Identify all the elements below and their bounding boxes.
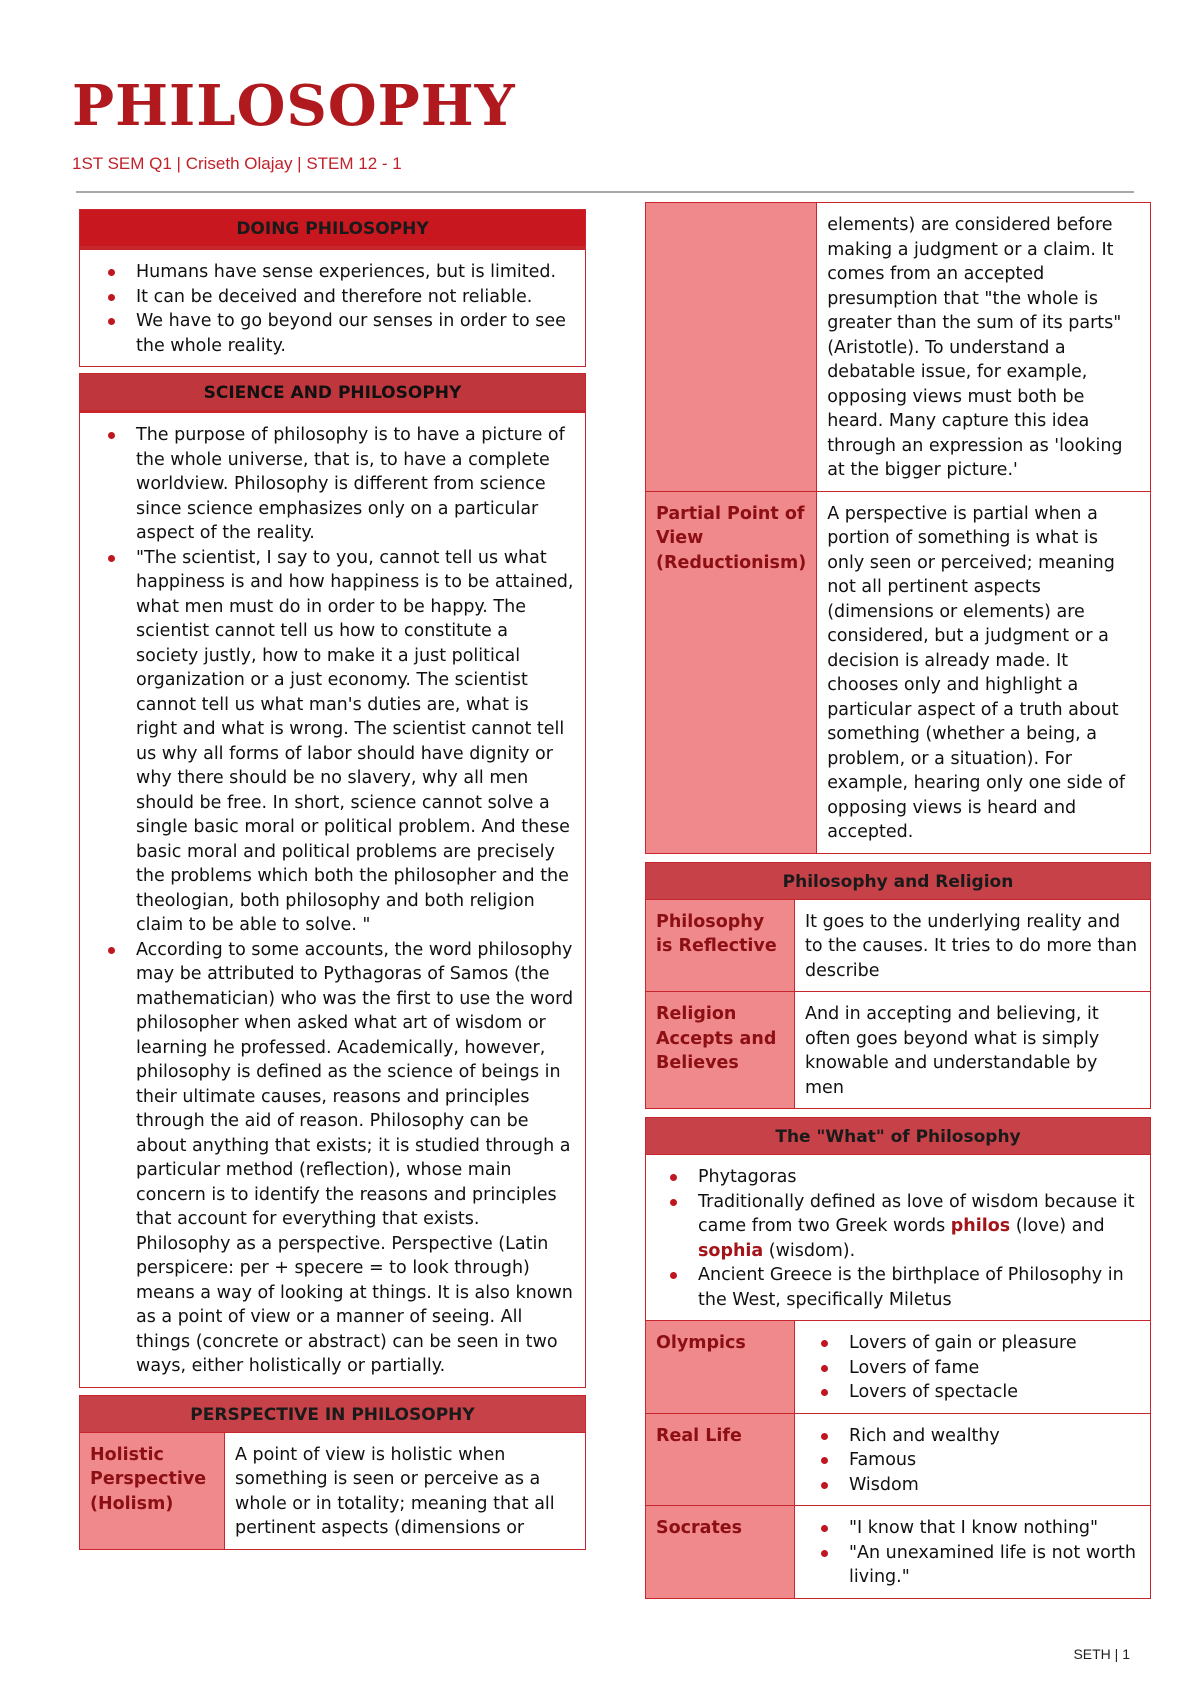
believes-label: Religion Accepts and Believes xyxy=(646,992,795,1109)
perspective-section xyxy=(79,1395,586,1550)
list-item: Ancient Greece is the birthplace of Philosophy in the West, specifically Miletus xyxy=(698,1263,1140,1312)
list-item: "An unexamined life is not worth living." xyxy=(849,1541,1140,1590)
socrates-cell xyxy=(795,1506,1151,1598)
list-item: Lovers of fame xyxy=(849,1356,1140,1381)
reflective-label: Philosophy is Reflective xyxy=(646,899,795,992)
list-item: Lovers of spectacle xyxy=(849,1380,1140,1405)
believes-text: And in accepting and believing, it often goes beyond what is simply knowable and understandable by men xyxy=(795,992,1151,1109)
science-philosophy-box xyxy=(80,410,585,1387)
real-life-label: Real Life xyxy=(646,1413,795,1506)
holistic-continued-text: elements) are considered before making a judgment or a claim. It comes from an accepted presumption that "the whole is greater than the sum of its parts" (Aristotle). To understand a debatable issue, for example, opposing views must both be heard. Many capture this idea through an expression as 'looking at the bigger picture.' xyxy=(817,203,1150,491)
doing-philosophy-list xyxy=(92,260,575,358)
table-row xyxy=(646,992,1150,1109)
real-life-list xyxy=(805,1424,1140,1498)
right-column xyxy=(645,202,1151,1607)
olympics-label: Olympics xyxy=(646,1321,795,1414)
what-list xyxy=(654,1165,1140,1312)
list-item: "The scientist, I say to you, cannot tell us what happiness is and how happiness is to be attained, what men must do in order to be happy. The scientist cannot tell us how to constitute a society justly, how to make it a just political organization or a just economy. The scientist cannot tell us what man's duties are, what is right and what is wrong. The scientist cannot tell us why all forms of labor should have dignity or why there should be no slavery, why all men should be free. In short, science cannot solve a single basic moral or political problem. And these basic moral and political problems are precisely the problems which both the philosopher and the theologian, both philosophy and both religion claim to be able to solve. " xyxy=(136,546,575,938)
socrates-label: Socrates xyxy=(646,1506,795,1598)
list-item: "I know that I know nothing" xyxy=(849,1516,1140,1541)
holistic-text: A point of view is holistic when something is seen or perceive as a whole or in totality; meaning that all pertinent aspects (dimensions or xyxy=(225,1432,586,1549)
table-row xyxy=(646,1413,1150,1506)
definition-text: (love) and xyxy=(1010,1216,1105,1236)
holistic-continued-label xyxy=(646,203,817,491)
partial-label: Partial Point of View (Reductionism) xyxy=(646,491,817,853)
list-item: Humans have sense experiences, but is limited. xyxy=(136,260,575,285)
list-item: Phytagoras xyxy=(698,1165,1140,1190)
left-column xyxy=(79,209,586,1558)
list-item: According to some accounts, the word philosophy may be attributed to Pythagoras of Samos (the mathematician) who was the first to use the word philosopher when asked what art of wisdom or learning he professed. Academically, however, philosophy is defined as the science of beings in their ultimate causes, reasons and principles through the aid of reason. Philosophy can be about anything that exists; it is studied through a particular method (reflection), whose main concern is to identify the reasons and principles that account for everything that exists. Philosophy as a perspective. Perspective (Latin perspicere: per + specere = to look through) means a way of looking at things. It is also known as a point of view or a manner of seeing. All things (concrete or abstract) can be seen in two ways, either holistically or partially. xyxy=(136,938,575,1379)
table-row xyxy=(646,1321,1150,1414)
greek-word-sophia: sophia xyxy=(698,1240,764,1261)
religion-table xyxy=(646,899,1150,1109)
page-footer: SETH | 1 xyxy=(1073,1646,1130,1662)
what-table xyxy=(646,1320,1150,1598)
real-life-cell xyxy=(795,1413,1151,1506)
what-of-philosophy-section xyxy=(645,1117,1151,1599)
list-item xyxy=(698,1190,1140,1264)
page-subtitle: 1ST SEM Q1 | Criseth Olajay | STEM 12 - 1 xyxy=(72,154,402,173)
list-item: It can be deceived and therefore not reliable. xyxy=(136,285,575,310)
what-heading: The "What" of Philosophy xyxy=(646,1118,1150,1154)
religion-heading: Philosophy and Religion xyxy=(646,863,1150,899)
doing-philosophy-box xyxy=(80,246,585,366)
partial-text: A perspective is partial when a portion of something is what is only seen or perceived; meaning not all pertinent aspects (dimensions or elements) are considered, but a judgment or a decision is already made. It chooses only and highlight a particular aspect of a truth about something (whether a being, a problem, or a situation). For example, hearing only one side of opposing views is heard and accepted. xyxy=(817,491,1150,853)
table-row xyxy=(646,491,1150,853)
olympics-list xyxy=(805,1331,1140,1405)
olympics-cell xyxy=(795,1321,1151,1414)
reflective-text: It goes to the underlying reality and to the causes. It tries to do more than describe xyxy=(795,899,1151,992)
table-row xyxy=(646,899,1150,992)
table-row xyxy=(80,1432,585,1549)
holistic-label: Holistic Perspective (Holism) xyxy=(80,1432,225,1549)
socrates-list xyxy=(805,1516,1140,1590)
science-philosophy-heading: SCIENCE AND PHILOSOPHY xyxy=(80,374,585,410)
list-item: Wisdom xyxy=(849,1473,1140,1498)
perspective-heading: PERSPECTIVE IN PHILOSOPHY xyxy=(80,1396,585,1432)
doing-philosophy-section xyxy=(79,209,586,367)
list-item: Lovers of gain or pleasure xyxy=(849,1331,1140,1356)
religion-section xyxy=(645,862,1151,1110)
what-box xyxy=(646,1154,1150,1320)
list-item: The purpose of philosophy is to have a picture of the whole universe, that is, to have a complete worldview. Philosophy is different from science since science emphasizes only on a particular aspect of the reality. xyxy=(136,423,575,546)
doing-philosophy-heading: DOING PHILOSOPHY xyxy=(80,210,585,246)
list-item: Rich and wealthy xyxy=(849,1424,1140,1449)
list-item: We have to go beyond our senses in order to see the whole reality. xyxy=(136,309,575,358)
page-title: PHILOSOPHY xyxy=(72,73,516,139)
definition-text: Traditionally defined as love of wisdom because it came from two Greek words xyxy=(698,1191,1135,1236)
science-philosophy-list xyxy=(92,423,575,1379)
perspective-table xyxy=(80,1432,585,1549)
science-philosophy-section xyxy=(79,373,586,1388)
list-item: Famous xyxy=(849,1448,1140,1473)
greek-word-philos: philos xyxy=(950,1216,1011,1236)
table-row xyxy=(646,1506,1150,1598)
table-row xyxy=(646,203,1150,491)
perspective-continued-section xyxy=(645,202,1151,854)
perspective-continued-table xyxy=(646,203,1150,853)
definition-text: (wisdom). xyxy=(763,1240,856,1261)
header-divider xyxy=(76,191,1134,193)
